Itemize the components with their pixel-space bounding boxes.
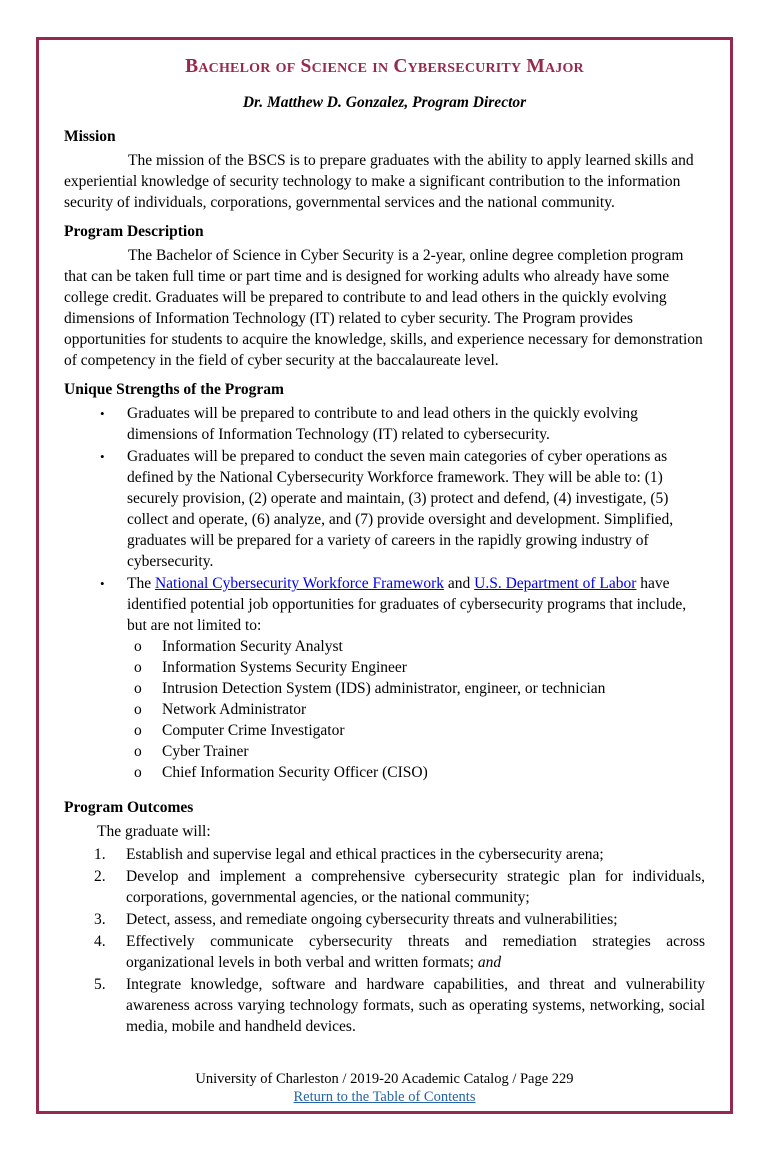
list-item [64, 446, 705, 572]
page-title: Bachelor of Science in Cybersecurity Major [185, 56, 584, 77]
sub-bullet-icon: o [134, 659, 142, 676]
outcomes-intro: The graduate will: [97, 823, 211, 840]
job-title: Information Security Analyst [162, 638, 343, 655]
mission-heading: Mission [64, 128, 116, 145]
page-content [39, 40, 730, 1037]
job-title: Chief Information Security Officer (CISO) [162, 764, 428, 781]
bullet3-prefix: The [127, 575, 155, 592]
job-list [127, 636, 705, 783]
list-item [64, 844, 705, 865]
bullet3-suffix: have identified potential job opportunities for graduates of cybersecurity programs that include, but are not limited to: [127, 575, 687, 634]
bullet-text: Graduates will be prepared to contribute to and lead others in the quickly evolving dimensions of Information Technology (IT) related to cybersecurity. [127, 405, 638, 443]
job-title: Computer Crime Investigator [162, 722, 345, 739]
list-number: 1. [94, 846, 106, 863]
return-to-toc-link[interactable]: Return to the Table of Contents [293, 1089, 476, 1105]
list-number: 2. [94, 868, 106, 885]
list-item [127, 699, 705, 720]
bullet-icon: • [100, 576, 105, 591]
list-number: 5. [94, 976, 106, 993]
outcome-text: Develop and implement a comprehensive cybersecurity strategic plan for individuals, corporations, governmental agencies, or the national community; [126, 868, 705, 906]
page-footer [39, 1070, 730, 1106]
list-item [64, 866, 705, 908]
outcome-text: Integrate knowledge, software and hardware capabilities, and threat and vulnerability awareness across varying technology formats, such as operating systems, networking, social media, mobile and handheld devices. [126, 976, 705, 1035]
program-description-paragraph: The Bachelor of Science in Cyber Security is a 2-year, online degree completion program that can be taken full time or part time and is designed for working adults who already have some college credit. Graduates will be prepared to contribute to and lead others in the quickly evolving dimensions of Information Technology (IT) related to cyber security. The Program provides opportunities for students to acquire the knowledge, skills, and experience necessary for demonstration of competency in the field of cyber security at the baccalaureate level. [64, 247, 703, 369]
list-item [64, 974, 705, 1037]
sub-bullet-icon: o [134, 722, 142, 739]
job-title: Intrusion Detection System (IDS) administrator, engineer, or technician [162, 680, 606, 697]
list-item [64, 909, 705, 930]
bullet-text: Graduates will be prepared to conduct the seven main categories of cyber operations as defined by the National Cybersecurity Workforce framework. They will be able to: (1) securely provision, (2) operate and maintain, (3) protect and defend, (4) investigate, (5) collect and operate, (6) analyze, and (7) provide oversight and development. Simplified, graduates will be prepared for a variety of careers in the rapidly growing industry of cybersecurity. [127, 448, 674, 570]
page-border [36, 37, 733, 1114]
list-item [127, 657, 705, 678]
unique-strengths-list [64, 403, 705, 783]
unique-strengths-heading: Unique Strengths of the Program [64, 381, 284, 398]
sub-bullet-icon: o [134, 680, 142, 697]
list-item [127, 720, 705, 741]
outcome-text: Detect, assess, and remediate ongoing cybersecurity threats and vulnerabilities; [126, 911, 618, 928]
list-item [64, 573, 705, 783]
bullet-icon: • [100, 449, 105, 464]
outcomes-list [64, 844, 705, 1037]
list-item [127, 678, 705, 699]
us-department-of-labor-link[interactable]: U.S. Department of Labor [474, 575, 637, 592]
bullet-text [127, 573, 705, 783]
list-item [64, 931, 705, 973]
program-outcomes-heading: Program Outcomes [64, 799, 194, 816]
outcome-4-italic: and [477, 954, 502, 971]
sub-bullet-icon: o [134, 701, 142, 718]
outcome-text [126, 931, 705, 973]
workforce-framework-link[interactable]: National Cybersecurity Workforce Framework [154, 575, 444, 592]
sub-bullet-icon: o [134, 764, 142, 781]
list-item [127, 762, 705, 783]
footer-citation: University of Charleston / 2019-20 Academic Catalog / Page 229 [195, 1071, 574, 1087]
list-item [64, 403, 705, 445]
list-item [127, 741, 705, 762]
program-director: Dr. Matthew D. Gonzalez, Program Director [242, 94, 527, 111]
list-number: 3. [94, 911, 106, 928]
job-title: Cyber Trainer [162, 743, 249, 760]
outcome-4-main: Effectively communicate cybersecurity threats and remediation strategies across organizational levels in both verbal and written formats; [126, 933, 705, 971]
outcome-text: Establish and supervise legal and ethical practices in the cybersecurity arena; [126, 846, 604, 863]
bullet3-middle: and [443, 575, 475, 592]
program-description-heading: Program Description [64, 223, 204, 240]
job-title: Network Administrator [162, 701, 307, 718]
mission-paragraph: The mission of the BSCS is to prepare graduates with the ability to apply learned skills and experiential knowledge of security technology to make a significant contribution to the information security of individuals, corporations, governmental services and the national community. [64, 152, 694, 211]
bullet-icon: • [100, 406, 105, 421]
sub-bullet-icon: o [134, 743, 142, 760]
sub-bullet-icon: o [134, 638, 142, 655]
list-number: 4. [94, 933, 106, 950]
list-item [127, 636, 705, 657]
job-title: Information Systems Security Engineer [162, 659, 407, 676]
